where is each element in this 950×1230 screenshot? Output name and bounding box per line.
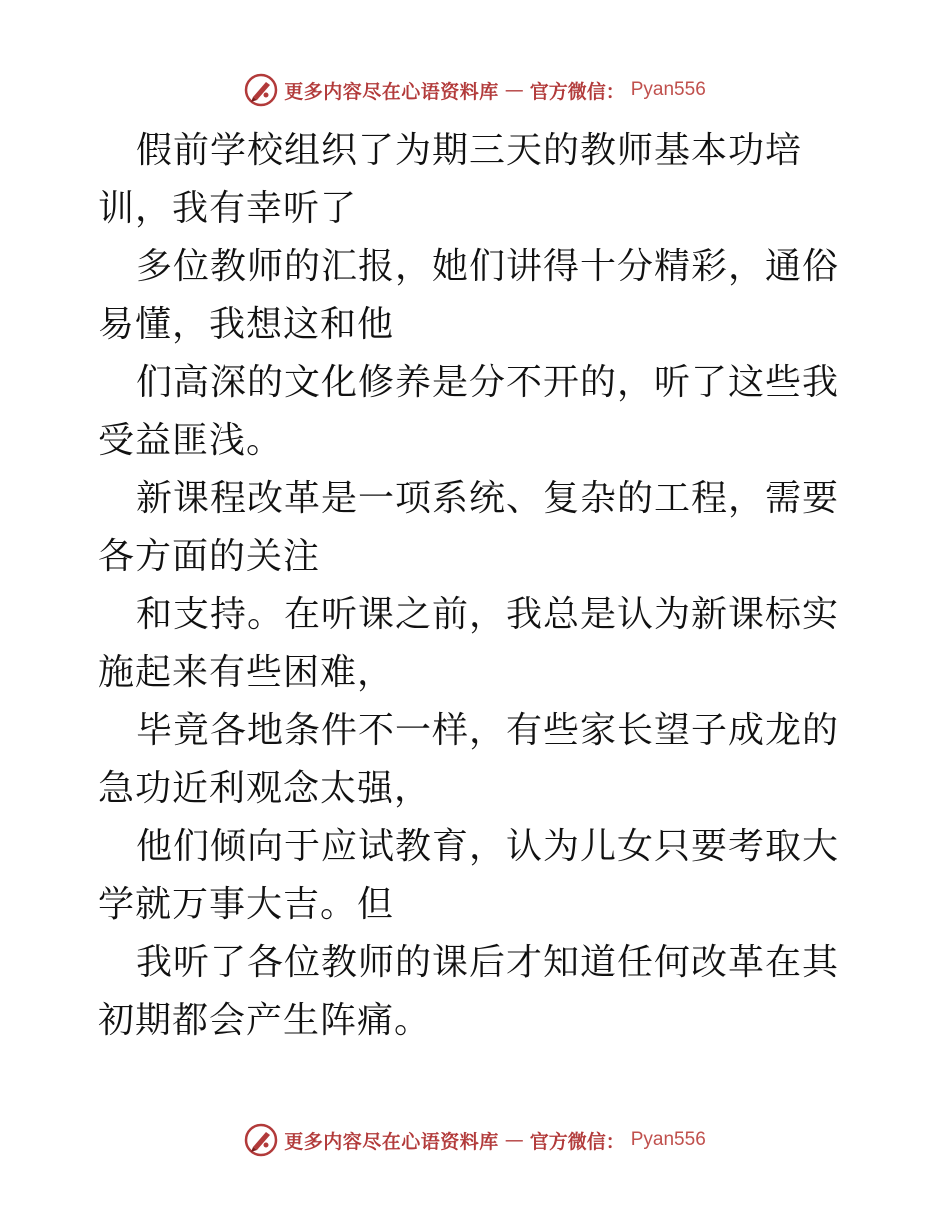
footer-site-text: 更多内容尽在心语资料库 — [284, 1130, 499, 1153]
pen-logo-icon — [244, 73, 278, 107]
document-body — [98, 122, 858, 1050]
paragraph-6: 毕竟各地条件不一样，有些家长望子成龙的急功近利观念太强， — [98, 710, 840, 809]
header-wechat-id: Pyan556 — [630, 79, 706, 100]
paragraph-8: 我听了各位教师的课后才知道任何改革在其初期都会产生阵痛。 — [98, 942, 840, 1041]
footer-wechat-id: Pyan556 — [630, 1129, 706, 1150]
paragraph-7: 他们倾向于应试教育，认为儿女只要考取大学就万事大吉。但 — [98, 826, 840, 925]
header-watermark — [0, 70, 950, 110]
footer-separator: — — [504, 1129, 524, 1151]
pen-logo-icon — [244, 1123, 278, 1157]
header-wechat-label: 官方微信： — [529, 80, 625, 103]
paragraph-2: 多位教师的汇报，她们讲得十分精彩，通俗易懂，我想这和他 — [98, 246, 840, 345]
header-separator: — — [504, 79, 524, 101]
footer-wechat-label: 官方微信： — [529, 1130, 625, 1153]
paragraph-1: 假前学校组织了为期三天的教师基本功培训，我有幸听了 — [98, 130, 803, 229]
paragraph-5: 和支持。在听课之前，我总是认为新课标实施起来有些困难， — [98, 594, 840, 693]
paragraph-4: 新课程改革是一项系统、复杂的工程，需要各方面的关注 — [98, 478, 840, 577]
footer-watermark — [0, 1120, 950, 1160]
paragraph-3: 们高深的文化修养是分不开的，听了这些我受益匪浅。 — [98, 362, 840, 461]
header-site-text: 更多内容尽在心语资料库 — [284, 80, 499, 103]
